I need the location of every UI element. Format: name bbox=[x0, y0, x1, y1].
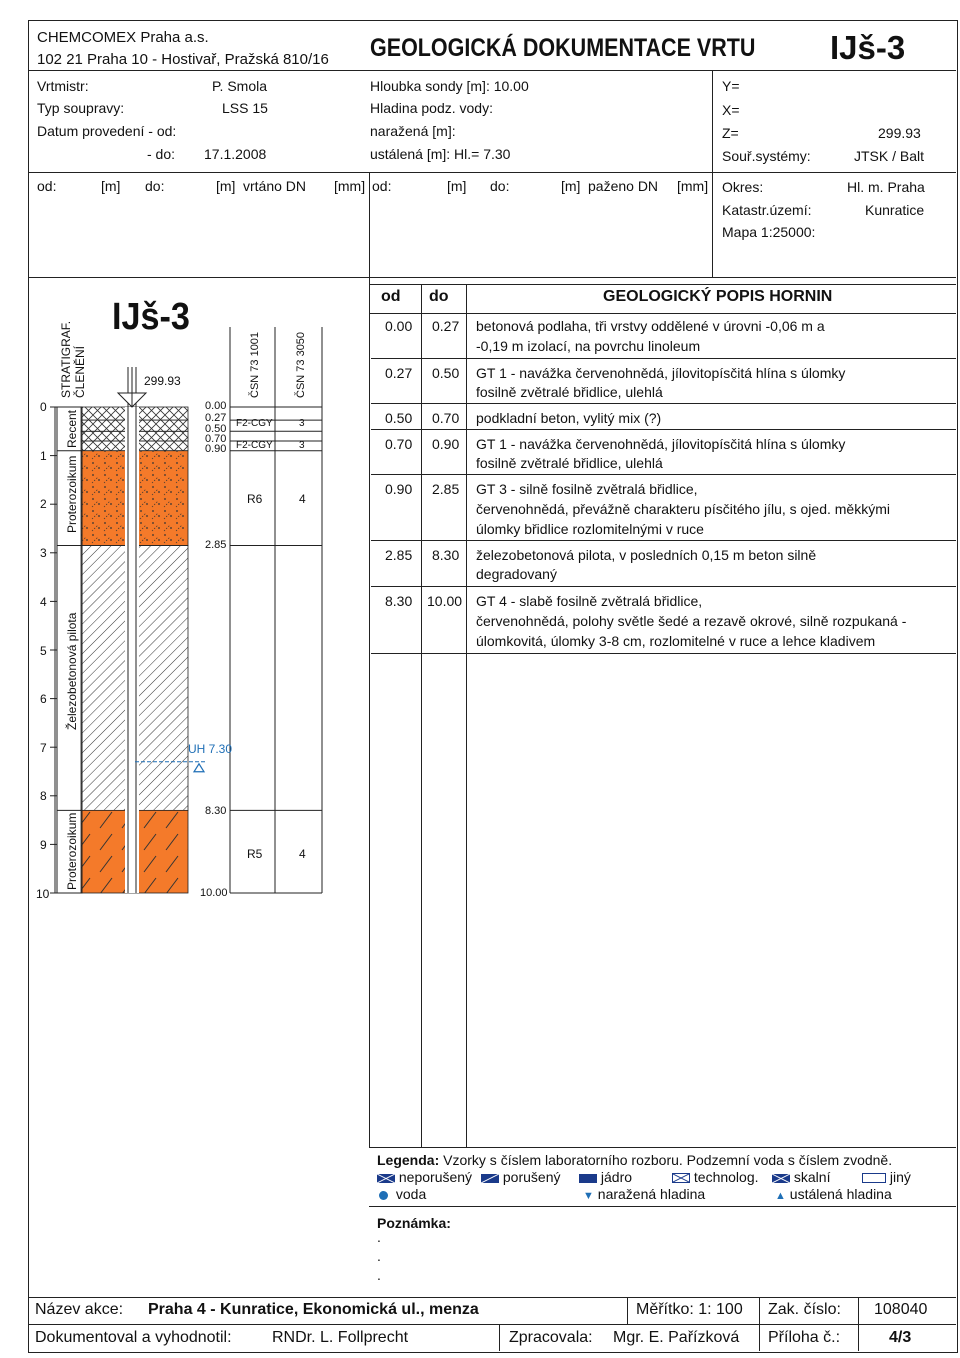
mapa-label: Mapa 1:25000: bbox=[722, 224, 816, 240]
legend-line bbox=[377, 1153, 892, 1167]
legend-ustalena bbox=[775, 1187, 892, 1202]
depth-scale-7: 7 bbox=[40, 741, 47, 755]
datum-do-value: 17.1.2008 bbox=[204, 146, 267, 162]
zprac-label: Zpracovala: bbox=[509, 1329, 593, 1346]
row4-desc-1: GT 1 - navážka červenohnědá, jílovitopísčitá hlína s úlomky bbox=[476, 436, 846, 452]
row4-od: 0.70 bbox=[385, 436, 413, 452]
row5-od: 0.90 bbox=[385, 481, 413, 497]
legend-title: Legenda: bbox=[377, 1152, 440, 1168]
legend-voda-label: voda bbox=[395, 1186, 427, 1202]
drill-od: od: bbox=[37, 178, 57, 194]
row7-do: 10.00 bbox=[427, 593, 463, 609]
note-dot-1: . bbox=[377, 1229, 381, 1245]
row1-desc-1: betonová podlaha, tři vrstvy oddělené v úrovni -0,06 m a bbox=[476, 318, 825, 334]
row7-desc-2: červenohnědá, polohy světle šedé a rezavě okrové, silně rozpukaná - bbox=[476, 613, 907, 629]
col-strat-label: STRATIGRAF. bbox=[59, 320, 73, 398]
steady-water-level-icon bbox=[194, 764, 204, 772]
datum-od-label: Datum provedení - od: bbox=[37, 123, 177, 139]
row3-desc-1: podkladní beton, vylitý mix (?) bbox=[476, 410, 662, 426]
note-title: Poznámka: bbox=[377, 1215, 451, 1231]
legend-jiny-label: jiný bbox=[889, 1169, 911, 1185]
depth-mark-027: 0.27 bbox=[205, 412, 227, 424]
depth-scale-5: 5 bbox=[40, 644, 47, 658]
dok-value: RNDr. L. Follprecht bbox=[272, 1329, 409, 1346]
row6-od: 2.85 bbox=[385, 547, 413, 563]
row2-desc-2: fosilně zvětralé břidlice, ulehlá bbox=[476, 384, 663, 400]
strat-proterozoikum-2: Proterozoikum bbox=[65, 812, 79, 890]
row3-od: 0.50 bbox=[385, 410, 413, 426]
poruseny-icon bbox=[481, 1174, 499, 1183]
well-id-header: IJš-3 bbox=[830, 29, 906, 66]
strat-recent: Recent bbox=[65, 409, 79, 448]
document-title: GEOLOGICKÁ DOKUMENTACE VRTU bbox=[370, 34, 756, 62]
row5-desc-1: GT 3 - silně fosilně zvětralá břidlice, bbox=[476, 481, 698, 497]
legend-voda bbox=[379, 1187, 426, 1201]
col-clen-label: ČLENĚNÍ bbox=[73, 345, 87, 398]
row5-do: 2.85 bbox=[432, 481, 460, 497]
legend-jadro bbox=[579, 1170, 632, 1184]
water-level-label: UH 7.30 bbox=[188, 742, 233, 756]
drill-m2: [m] bbox=[216, 178, 236, 194]
log-well-title: IJš-3 bbox=[112, 296, 190, 338]
jiny-icon bbox=[862, 1173, 886, 1183]
csn2-value-1: 3 bbox=[299, 418, 305, 429]
vrtmistr-value: P. Smola bbox=[212, 78, 267, 94]
row3-do: 0.70 bbox=[432, 410, 460, 426]
row4-do: 0.90 bbox=[432, 436, 460, 452]
legend-neporuseny bbox=[377, 1170, 472, 1184]
row2-do: 0.50 bbox=[432, 365, 460, 381]
depth-scale-1: 1 bbox=[40, 449, 47, 463]
steady-water-icon: ▲ bbox=[775, 1190, 786, 1202]
drill-m1: [m] bbox=[101, 178, 121, 194]
strat-proterozoikum-1: Proterozoikum bbox=[65, 455, 79, 533]
depth-mark-050: 0.50 bbox=[205, 423, 227, 435]
company-address: 102 21 Praha 10 - Hostivař, Pražská 810/16 bbox=[37, 51, 329, 68]
water-dot-icon bbox=[379, 1191, 388, 1200]
okres-value: Hl. m. Praha bbox=[847, 179, 925, 195]
note-dot-3: . bbox=[377, 1267, 381, 1283]
legend-poruseny-label: porušený bbox=[502, 1169, 561, 1185]
csn1-value-1: F2-CGY bbox=[236, 418, 273, 429]
priloha-value: 4/3 bbox=[889, 1329, 912, 1346]
depth-scale-9: 9 bbox=[40, 838, 47, 852]
legend-jiny bbox=[862, 1170, 911, 1184]
meritko: Měřítko: 1: 100 bbox=[636, 1301, 743, 1318]
drill-do: do: bbox=[145, 178, 165, 194]
legend-text: Vzorky s číslem laboratorního rozboru. Podzemní voda s číslem zvodně. bbox=[443, 1152, 893, 1168]
dok-label: Dokumentoval a vyhodnotil: bbox=[35, 1329, 232, 1346]
katastr-label: Katastr.území: bbox=[722, 202, 812, 218]
typ-label: Typ soupravy: bbox=[37, 100, 125, 116]
legend-poruseny bbox=[481, 1170, 560, 1184]
row5-desc-3: úlomky břidlice rozlomitelnými v ruce bbox=[476, 521, 704, 537]
col-csn2-label: ČSN 73 3050 bbox=[295, 331, 307, 398]
legend-skalni bbox=[772, 1170, 830, 1184]
row2-desc-1: GT 1 - navážka červenohnědá, jílovitopísčitá hlína s úlomky bbox=[476, 365, 846, 381]
drill-do2: do: bbox=[490, 178, 510, 194]
row6-desc-1: železobetonová pilota, v posledních 0,15 m beton silně bbox=[476, 547, 817, 563]
datum-do-label: - do: bbox=[147, 146, 176, 162]
y-label: Y= bbox=[722, 78, 740, 94]
legend-jadro-label: jádro bbox=[600, 1169, 633, 1185]
vrtmistr-label: Vrtmistr: bbox=[37, 78, 89, 94]
neporuseny-icon bbox=[377, 1174, 395, 1183]
ustalena: ustálená [m]: Hl.= 7.30 bbox=[370, 146, 511, 162]
typ-value: LSS 15 bbox=[222, 100, 268, 116]
depth-scale-2: 2 bbox=[40, 497, 47, 511]
zak-value: 108040 bbox=[874, 1301, 928, 1318]
drill-od2: od: bbox=[372, 178, 392, 194]
z-value: 299.93 bbox=[878, 125, 921, 141]
depth-mark-070: 0.70 bbox=[205, 433, 227, 445]
row1-od: 0.00 bbox=[385, 318, 413, 334]
row7-desc-3: úlomkovitá, úlomky 3-8 cm, rozlomitelné v ruce a lehce kladivem bbox=[476, 633, 876, 649]
table-header-do: do bbox=[429, 288, 449, 305]
log-elevation: 299.93 bbox=[144, 374, 181, 388]
drill-m4: [m] bbox=[561, 178, 581, 194]
akce-label: Název akce: bbox=[35, 1301, 124, 1318]
depth-mark-285: 2.85 bbox=[205, 539, 227, 551]
legend-narazena bbox=[583, 1187, 705, 1202]
csn2-value-2: 3 bbox=[299, 440, 305, 451]
technolog-icon bbox=[672, 1173, 690, 1183]
row1-do: 0.27 bbox=[432, 318, 460, 334]
legend-technolog-label: technolog. bbox=[693, 1169, 759, 1185]
zprac-value: Mgr. E. Pařízková bbox=[613, 1329, 740, 1346]
row4-desc-2: fosilně zvětralé břidlice, ulehlá bbox=[476, 455, 663, 471]
company-name: CHEMCOMEX Praha a.s. bbox=[37, 29, 209, 46]
row2-od: 0.27 bbox=[385, 365, 413, 381]
depth-scale-8: 8 bbox=[40, 789, 47, 803]
skalni-icon bbox=[772, 1174, 790, 1183]
sour-label: Souř.systémy: bbox=[722, 148, 811, 164]
depth-mark-000: 0.00 bbox=[205, 400, 227, 412]
depth-scale-3: 3 bbox=[40, 546, 47, 560]
borehole-casing bbox=[125, 407, 139, 893]
drill-mm1: [mm] bbox=[334, 178, 366, 194]
priloha-label: Příloha č.: bbox=[768, 1329, 841, 1346]
strat-pilota: Železobetonová pilota bbox=[65, 612, 79, 730]
row6-desc-2: degradovaný bbox=[476, 566, 557, 582]
legend-neporuseny-label: neporušený bbox=[398, 1169, 473, 1185]
row7-desc-1: GT 4 - slabě fosilně zvětralá břidlice, bbox=[476, 593, 703, 609]
struck-water-icon: ▼ bbox=[583, 1190, 594, 1202]
legend-narazena-label: naražená hladina bbox=[597, 1186, 706, 1202]
depth-scale-0: 0 bbox=[40, 400, 47, 414]
akce-value: Praha 4 - Kunratice, Ekonomická ul., menza bbox=[148, 1301, 479, 1318]
legend-skalni-label: skalní bbox=[793, 1169, 831, 1185]
z-label: Z= bbox=[722, 125, 739, 141]
depth-scale-4: 4 bbox=[40, 595, 47, 609]
csn1-value-4: R5 bbox=[247, 847, 263, 861]
zak-label: Zak. číslo: bbox=[768, 1301, 841, 1318]
hloubka: Hloubka sondy [m]: 10.00 bbox=[370, 78, 529, 94]
depth-mark-1000: 10.00 bbox=[200, 887, 228, 899]
depth-mark-090: 0.90 bbox=[205, 443, 227, 455]
legend-ustalena-label: ustálená hladina bbox=[789, 1186, 892, 1202]
jadro-icon bbox=[579, 1174, 597, 1183]
csn2-value-4: 4 bbox=[299, 847, 306, 861]
depth-mark-830: 8.30 bbox=[205, 805, 227, 817]
depth-scale-6: 6 bbox=[40, 692, 47, 706]
csn2-value-3: 4 bbox=[299, 492, 306, 506]
katastr-value: Kunratice bbox=[865, 202, 925, 218]
table-header-desc: GEOLOGICKÝ POPIS HORNIN bbox=[603, 288, 833, 305]
row6-do: 8.30 bbox=[432, 547, 460, 563]
drill-pazeno: paženo DN bbox=[588, 178, 659, 194]
csn1-value-3: R6 bbox=[247, 492, 263, 506]
legend-technolog bbox=[672, 1170, 759, 1184]
drill-vrtano: vrtáno DN bbox=[243, 178, 307, 194]
drill-mm2: [mm] bbox=[677, 178, 709, 194]
x-label: X= bbox=[722, 102, 740, 118]
hladina: Hladina podz. vody: bbox=[370, 100, 493, 116]
narazena: naražená [m]: bbox=[370, 123, 456, 139]
col-csn1-label: ČSN 73 1001 bbox=[249, 331, 261, 398]
table-header-od: od bbox=[381, 288, 401, 305]
drill-m3: [m] bbox=[447, 178, 467, 194]
sour-value: JTSK / Balt bbox=[854, 148, 925, 164]
depth-scale-10: 10 bbox=[36, 887, 50, 901]
row1-desc-2: -0,19 m izolací, na povrchu linoleum bbox=[476, 338, 701, 354]
note-dot-2: . bbox=[377, 1248, 381, 1264]
okres-label: Okres: bbox=[722, 179, 764, 195]
csn1-value-2: F2-CGY bbox=[236, 440, 273, 451]
row5-desc-2: červenohnědá, převážně charakteru písčitého jílu, s ojed. měkkými bbox=[476, 501, 890, 517]
row7-od: 8.30 bbox=[385, 593, 413, 609]
